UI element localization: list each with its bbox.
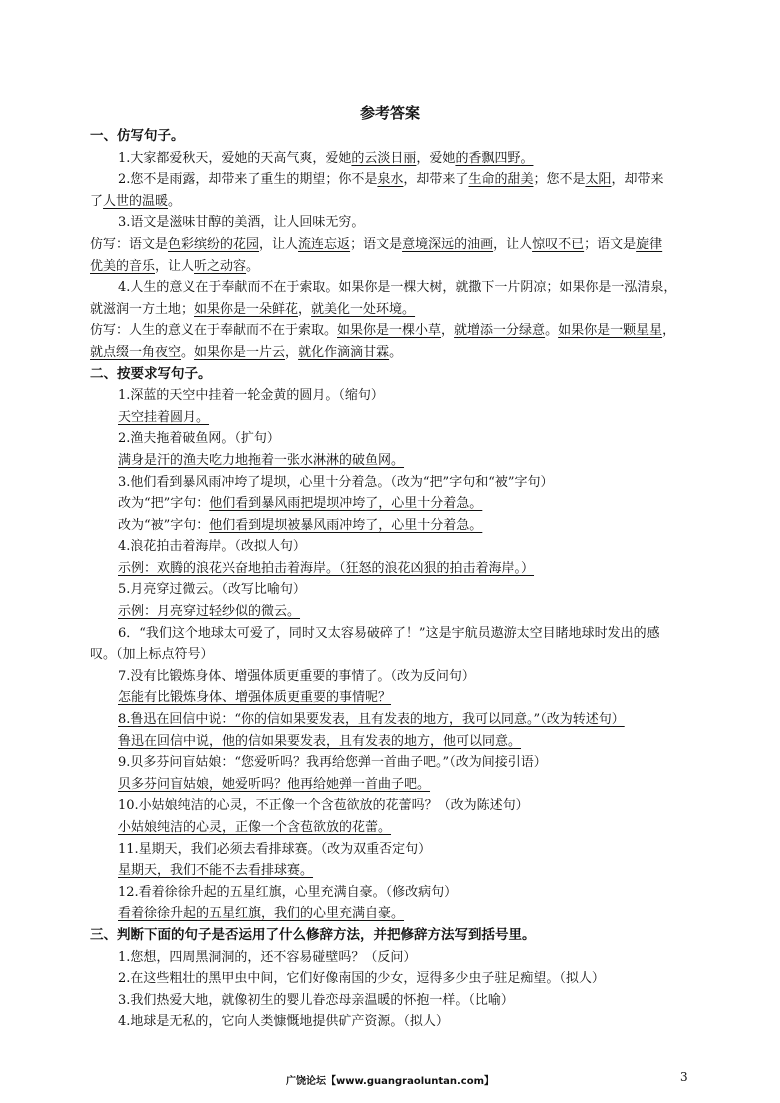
underlined-answer: 生命的甜美 — [468, 172, 534, 188]
underlined-answer: 如果你是一颗星星 — [558, 323, 663, 339]
underlined-answer: 的云淡日丽 — [351, 150, 417, 166]
text-segment: 就滋润一方土地； — [90, 301, 195, 317]
underlined-answer: 泉水 — [377, 172, 404, 188]
text-line — [90, 687, 690, 709]
text-line — [90, 947, 690, 969]
underlined-answer: 惊叹不已 — [532, 236, 585, 252]
text-segment: 3.语文是滋味甘醇的美酒，让人回味无穷。 — [118, 215, 365, 231]
text-line — [90, 212, 690, 234]
text-line — [90, 536, 690, 558]
underlined-answer: 就增添一分绿意 — [454, 323, 546, 339]
underlined-answer: 就美化一处环境。 — [311, 301, 416, 317]
page-number: 3 — [680, 1070, 688, 1084]
text-line — [90, 839, 690, 861]
text-line — [90, 709, 690, 731]
text-line — [90, 903, 690, 925]
text-segment: ；您不是 — [533, 172, 586, 188]
underlined-answer: 他们看到堤坝被暴风雨冲垮了，心里十分着急。 — [209, 517, 483, 533]
underlined-answer: 小姑娘纯洁的心灵，正像一个含苞欲放的花蕾。 — [118, 820, 392, 835]
text-segment: 叹。（加上标点符号） — [90, 647, 214, 663]
underlined-answer: 怎能有比锻炼身体、增强体质更重要的事情呢？ — [118, 690, 392, 706]
underlined-answer: 旋律 — [636, 236, 663, 252]
underlined-answer: 就化作滴滴甘霖 — [298, 344, 390, 360]
text-segment: 1.大家都爱秋天，爱她的天高气爽，爱她 — [118, 150, 352, 166]
text-line — [90, 256, 690, 278]
section-heading — [90, 364, 690, 386]
text-line — [90, 666, 690, 688]
text-line — [90, 752, 690, 774]
text-segment: 7.没有比锻炼身体、增强体质更重要的事情了。（改为反问句） — [118, 668, 475, 684]
text-segment: ；语文是 — [584, 236, 637, 252]
text-segment: 。 — [246, 258, 260, 274]
text-segment: 2.渔夫拖着破鱼网。（扩句） — [118, 431, 280, 447]
text-segment: 三、判断下面的句子是否运用了什么修辞方法，并把修辞方法写到括号里。 — [90, 926, 536, 943]
text-segment: ，让人 — [155, 258, 195, 274]
text-segment: 二、按要求写句子。 — [90, 365, 212, 382]
text-segment: 。 — [168, 193, 182, 209]
underlined-answer: 看着徐徐升起的五星红旗，我们的心里充满自豪。 — [118, 906, 405, 922]
text-segment: 。 — [545, 323, 559, 339]
text-segment: ，让人 — [493, 236, 533, 252]
text-segment: ，却带来了 — [403, 172, 469, 188]
text-line — [90, 299, 690, 321]
underlined-answer: 8.鲁迅在回信中说：“你的信如果要发表，且有发表的地方，我可以同意。”（改为转述句） — [118, 712, 625, 728]
text-line — [90, 579, 690, 601]
text-line — [90, 320, 690, 342]
text-line — [90, 407, 690, 429]
underlined-answer: 听之动容 — [194, 258, 247, 274]
text-segment: 5.月亮穿过微云。（改写比喻句） — [118, 582, 306, 598]
underlined-answer: 流连忘返 — [298, 236, 351, 252]
text-line — [90, 817, 690, 839]
text-segment: ， — [285, 344, 299, 360]
underlined-answer: 如果你是一棵小草 — [337, 323, 442, 339]
text-segment: 1.深蓝的天空中挂着一轮金黄的圆月。（缩句） — [118, 388, 384, 404]
text-line — [90, 990, 690, 1012]
text-segment: ，却带来 — [611, 172, 664, 188]
underlined-answer: 意境深远的油画 — [402, 236, 494, 252]
text-line — [90, 558, 690, 580]
text-segment: ， — [298, 301, 312, 317]
underlined-answer: 鲁迅在回信中说，他的信如果要发表，且有发表的地方，他可以同意。 — [118, 733, 522, 749]
text-line — [90, 342, 690, 364]
underlined-answer: 示例：欢腾的浪花兴奋地拍击着海岸。（狂怒的浪花凶狠的拍击着海岸。） — [118, 560, 535, 576]
text-segment: 9.贝多芬问盲姑娘：“您爱听吗？我再给您弹一首曲子吧。”（改为间接引语） — [118, 755, 547, 771]
text-line — [90, 169, 690, 191]
text-line — [90, 450, 690, 472]
underlined-answer: 星期天，我们不能不去看排球赛。 — [118, 863, 314, 879]
text-segment: 改为“把”字句： — [118, 496, 210, 512]
answer-content — [90, 126, 690, 1033]
text-segment: ， — [441, 323, 455, 339]
text-segment: 了 — [90, 193, 104, 209]
text-segment: 改为“被”字句： — [118, 517, 210, 533]
text-segment: ， — [662, 323, 676, 339]
text-line — [90, 277, 690, 299]
text-line — [90, 860, 690, 882]
section-heading — [90, 126, 690, 148]
text-segment: 2.您不是雨露，却带来了重生的期望；你不是 — [118, 172, 378, 188]
text-line — [90, 493, 690, 515]
underlined-answer: 如果你是一朵鲜花 — [194, 301, 299, 317]
text-segment: 6．“我们这个地球太可爱了，同时又太容易破碎了！”这是宇航员遨游太空目睹地球时发出的感 — [118, 625, 660, 641]
text-segment: 。 — [181, 344, 195, 360]
underlined-answer: 如果你是一片云 — [194, 344, 286, 360]
text-line — [90, 191, 690, 213]
underlined-answer: 他们看到暴风雨把堤坝冲垮了，心里十分着急。 — [209, 496, 483, 512]
page-title: 参考答案 — [359, 104, 420, 122]
underlined-answer: 贝多芬问盲姑娘，她爱听吗？他再给她弹一首曲子吧。 — [118, 776, 431, 792]
text-segment: ；语文是 — [350, 236, 403, 252]
text-segment: 10.小姑娘纯洁的心灵，不正像一个含苞欲放的花蕾吗？（改为陈述句） — [118, 798, 529, 814]
text-segment: 。 — [389, 344, 403, 360]
text-line — [90, 774, 690, 796]
underlined-answer: 太阳 — [585, 172, 612, 188]
underlined-answer: 优美的音乐 — [90, 258, 156, 274]
text-line — [90, 795, 690, 817]
text-segment: 4.人生的意义在于奉献而不在于索取。如果你是一棵大树，就撒下一片阴凉；如果你是一泓清泉， — [118, 280, 677, 296]
text-line — [90, 385, 690, 407]
text-line — [90, 968, 690, 990]
text-segment: 3.我们热爱大地，就像初生的婴儿眷恋母亲温暖的怀抱一样。（比喻） — [118, 992, 514, 1008]
text-line — [90, 148, 690, 170]
text-segment: 11.星期天，我们必须去看排球赛。（改为双重否定句） — [118, 841, 432, 857]
text-segment: 3.他们看到暴风雨冲垮了堤坝，心里十分着急。（改为“把”字句和“被”字句） — [118, 474, 554, 490]
underlined-answer: 示例：月亮穿过轻纱似的微云。 — [118, 604, 301, 620]
text-segment: ，爱她 — [416, 150, 456, 166]
text-line — [90, 428, 690, 450]
text-segment: 1.您想，四周黑洞洞的，还不容易碰壁吗？（反问） — [118, 949, 417, 965]
text-segment: ，让人 — [259, 236, 299, 252]
text-line — [90, 644, 690, 666]
text-line — [90, 515, 690, 537]
text-segment: 4.地球是无私的，它向人类慷慨地提供矿产资源。（拟人） — [118, 1014, 449, 1030]
text-segment: 2.在这些粗壮的黑甲虫中间，它们好像南国的少女，逗得多少虫子驻足痴望。（拟人） — [118, 971, 605, 987]
underlined-answer: 就点缀一角夜空 — [90, 344, 182, 360]
underlined-answer: 天空挂着圆月。 — [118, 409, 210, 425]
underlined-answer: 满身是汗的渔夫吃力地拖着一张水淋淋的破鱼网。 — [118, 452, 405, 468]
text-segment: 4.浪花拍击着海岸。（改拟人句） — [118, 539, 306, 555]
text-segment: 仿写：语文是 — [90, 236, 169, 252]
underlined-answer: 色彩缤纷的花园 — [168, 236, 260, 252]
section-heading — [90, 925, 690, 947]
text-line — [90, 234, 690, 256]
text-line — [90, 623, 690, 645]
text-segment: 12.看着徐徐升起的五星红旗，心里充满自豪。（修改病句） — [118, 884, 458, 900]
text-line — [90, 882, 690, 904]
text-segment: 仿写：人生的意义在于奉献而不在于索取。 — [90, 323, 338, 339]
text-line — [90, 1011, 690, 1033]
underlined-answer: 人世的温暖 — [103, 193, 169, 209]
text-segment: 一、仿写句子。 — [90, 128, 185, 144]
text-line — [90, 731, 690, 753]
text-line — [90, 601, 690, 623]
underlined-answer: 的香飘四野。 — [455, 150, 534, 166]
page-footer: 广饶论坛【www.guangraoluntan.com】 — [285, 1076, 495, 1087]
text-line — [90, 472, 690, 494]
